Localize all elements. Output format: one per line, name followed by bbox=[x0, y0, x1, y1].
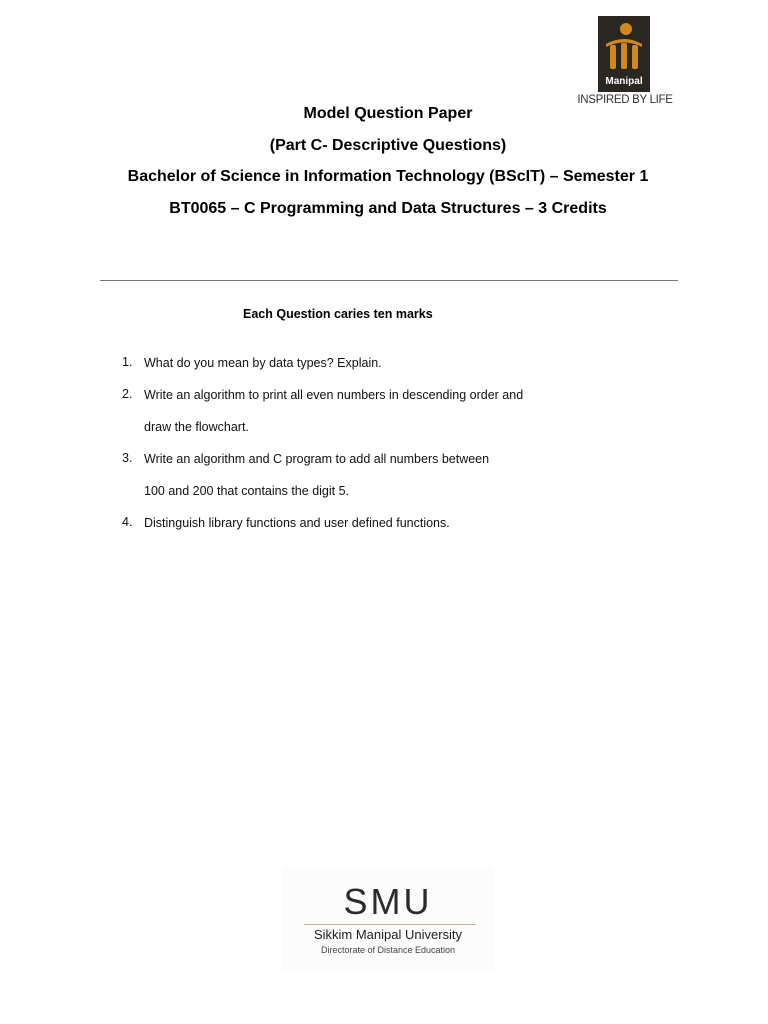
question-text-continued: 100 and 200 that contains the digit 5. bbox=[144, 484, 350, 498]
marks-instruction: Each Question caries ten marks bbox=[243, 307, 433, 321]
smu-logo-mark: SMU bbox=[343, 881, 433, 922]
question-text-continued: draw the flowchart. bbox=[144, 420, 249, 434]
question-number: 2. bbox=[122, 387, 133, 401]
program-heading: Bachelor of Science in Information Technology (BScIT) – Semester 1 bbox=[127, 168, 649, 186]
question-number: 1. bbox=[122, 355, 133, 369]
question-text: Distinguish library functions and user defined functions. bbox=[144, 516, 450, 530]
question-number: 3. bbox=[122, 451, 133, 465]
document-header bbox=[0, 104, 768, 231]
directorate-name: Directorate of Distance Education bbox=[320, 945, 456, 955]
question-item bbox=[122, 355, 642, 371]
horizontal-divider bbox=[100, 280, 678, 281]
question-list bbox=[122, 355, 642, 547]
smu-logo-rule bbox=[304, 924, 476, 925]
smu-logo bbox=[282, 866, 494, 972]
question-item bbox=[122, 387, 642, 435]
question-text: Write an algorithm to print all even numbers in descending order and bbox=[144, 388, 524, 402]
document-title: Model Question Paper bbox=[303, 105, 473, 122]
manipal-logo-word: Manipal bbox=[605, 76, 643, 87]
manipal-logo-icon bbox=[598, 16, 650, 92]
question-number: 4. bbox=[122, 515, 133, 529]
university-name: Sikkim Manipal University bbox=[313, 927, 463, 942]
logo-tagline: INSPIRED BY LIFE bbox=[577, 94, 673, 106]
question-text: What do you mean by data types? Explain. bbox=[144, 356, 382, 370]
course-heading: BT0065 – C Programming and Data Structures – 3 Credits bbox=[169, 200, 607, 218]
manipal-logo bbox=[570, 16, 680, 108]
document-subtitle: (Part C- Descriptive Questions) bbox=[269, 136, 507, 154]
manipal-mark-icon bbox=[598, 16, 650, 76]
question-item bbox=[122, 515, 642, 531]
question-item bbox=[122, 451, 642, 499]
question-text: Write an algorithm and C program to add all numbers between bbox=[144, 452, 490, 466]
